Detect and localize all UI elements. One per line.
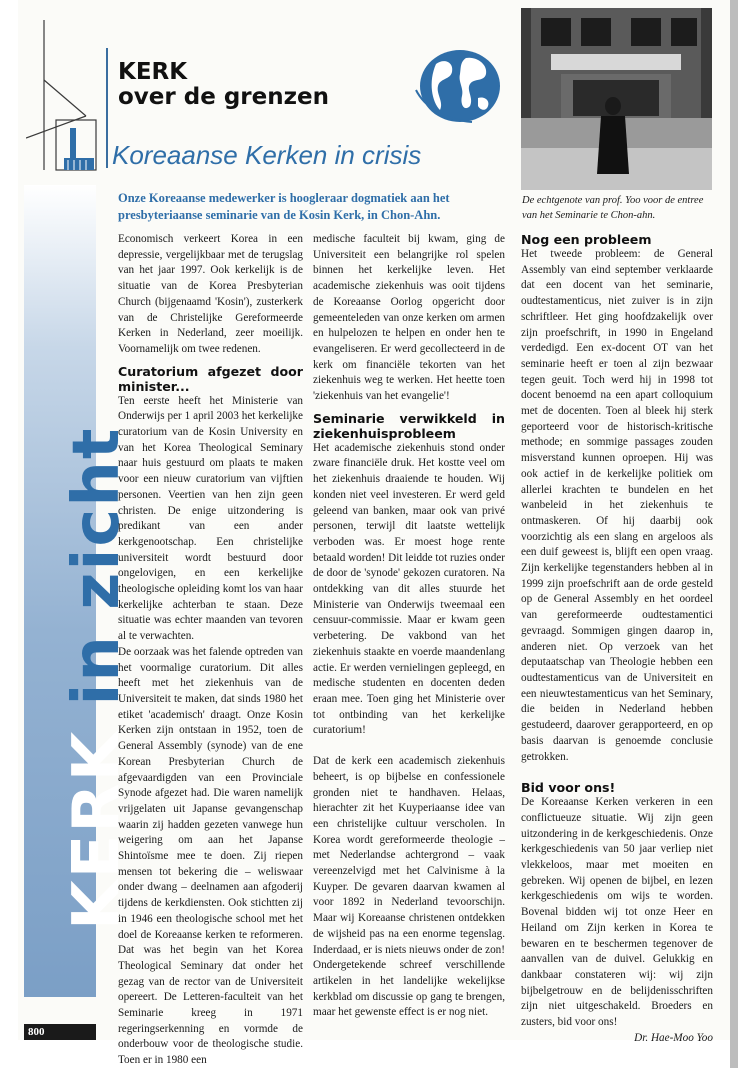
paragraph: Economisch verkeert Korea in een depressie, vergelijkbaar met de terugslag van het jaar 1997. Ook kerkelijk is de situatie van de Korea Presbyterian Church (bijgenaamd 'Kosin'), zusterkerk van de Christelijke Gereformeerde Kerken in Nederland, zeer moeilijk. Voornamelijk om twee redenen. bbox=[118, 233, 303, 355]
subheading: Nog een probleem bbox=[521, 232, 652, 247]
subheading: Curatorium afgezet door minister... bbox=[118, 363, 303, 394]
photo-caption: De echtgenote van prof. Yoo voor de entree van het Seminarie te Chon-ahn. bbox=[522, 195, 704, 221]
kicker bbox=[118, 60, 329, 110]
paragraph: Het tweede probleem: de General Assembly van eind september verklaarde dat een docent van het seminarie, oudtestamenticus, niet zuiver is in zijn schriftleer. Het ging hoofdzakelijk over zijn proefschrift, in 1990 in Engeland verdedigd. Een ex-docent OT van het seminarie heeft er toen al zijn bezwaar tegen geuit. Toch werd hij in 1998 tot docent benoemd na een apart colloquium met de docenten. Toen al bleek hij sterk geporteerd voor de historisch-kritische methode; en sommige passages zouden misverstand kunnen oproepen. Hij was ook actief in de kerkelijke politiek om allerlei krachten te bundelen en het wanbeleid in het ziekenhuis te ontmaskeren. Of hij daarbij ook voorzichtig als een slang en argeloos als een duif geweest is, blijft een open vraag. Zijn kerkelijke tegenstanders hebben al in 1999 zijn proefschrift aan de orde gesteld op de General Assembly en het oordeel van gereformeerde oudtestamentici gevraagd. Sommigen gingen daarop in, anderen niet. Op verzoek van het deputaatschap van Theologie hebben een oudtestamenticus van de Universiteit en een nieuwtestamenticus van het Seminary, die beiden in Nederland hebben gestudeerd, daarover gerapporteerd, en op basis daarvan is genoemde conclusie getrokken. bbox=[521, 248, 713, 763]
subheading: Bid voor ons! bbox=[521, 780, 616, 796]
kicker-line2: over de grenzen bbox=[118, 84, 329, 110]
church-icon bbox=[26, 20, 98, 180]
intro: Onze Koreaanse medewerker is hoogleraar dogmatiek aan het presbyteriaanse seminarie van de Kosin Kerk, in Chon-Ahn. bbox=[118, 191, 450, 222]
section-title-word2: in zicht bbox=[60, 426, 134, 706]
globe-icon bbox=[414, 46, 506, 126]
paragraph: Het academische ziekenhuis stond onder zware financiële druk. Het kostte veel om het ziekenhuis draaiende te houden. Wij konden niet veel investeren. Er werd geld geleend van banken, maar ook van privé personen, terwijl dit laatste wettelijk verboden was. Er moest hoge rente betaald worden! Dit leidde tot ruzies onder de door de 'synode' gekozen curatoren. Na ontdekking van dit alles stuurde het Ministerie van Onderwijs tweemaal een censuur-commissie. Maar er kwam geen verbetering. De vakbond van het ziekenhuis staakte en voerde maandenlang actie. Er werden vernielingen gepleegd, en medische studenten en docenten deden eraan mee. Toen ging het Ministerie over tot ontbinding van het kerkelijke curatorium! bbox=[313, 441, 505, 737]
author-signature: Dr. Hae-Moo Yoo bbox=[634, 1031, 713, 1044]
section-title-word1: KERK bbox=[60, 729, 134, 930]
photo-building bbox=[521, 8, 712, 190]
paragraph: De oorzaak was het falende optreden van het voormalige curatorium. Dit alles heeft met het ziekenhuis van de Universiteit te maken, dat sinds 1980 het etiket 'academisch' draagt. Onze Kosin Kerken zijn ontstaan in 1952, toen de General Assembly (synode) van de ene Korean Presbyterian Church de afgevaardigden van een Provinciale Synode afgezet had. Die waren namelijk vrijgelaten uit Japanse gevangenschap waarin zij hadden gezeten vanwege hun weigering om aan het Japanse Shintoïsme mee te doen. Zij riepen mensen tot bekering die – weliswaar onder dwang – deelnamen aan afgoderij tijdens de kerkdiensten. Ook stichtten zij in 1946 een theologische school met het doel de Koreaanse kerken te reformeren. Dat was het begin van het Korea Theological Seminary dat onder het gezag van de rector van de Universiteit opereert. De Letteren-faculteit van het Seminarie kreeg in 1971 regeringserkenning en vormde de onderbouw voor de theologische studie. Toen er in 1980 een bbox=[118, 645, 303, 1067]
page-edge-shadow bbox=[730, 0, 738, 1068]
paragraph: medische faculteit bij kwam, ging de Universiteit een belangrijke rol spelen binnen het kerkelijke leven. Het academische ziekenhuis was ooit tijdens de Koreaanse Oorlog opgericht door gemeenteleden van onze kerken om armen en hulpelozen te helpen en onder hen te evangeliseren. Er werd gecollecteerd in de kerk om financiële tekorten van het ziekenhuis weg te werken. Het heette toen 'ziekenhuis van het evangelie'! bbox=[313, 233, 505, 403]
subheading: Seminarie verwikkeld in ziekenhuisprobleem bbox=[313, 410, 505, 441]
article-column-3 bbox=[521, 232, 713, 1046]
paragraph: Ten eerste heeft het Ministerie van Onderwijs per 1 april 2003 het kerkelijke curatorium van de Kosin University en van het Korea Theological Seminary naar huis gestuurd om plaats te maken voor een nieuw curatorium van vijftien personen. Veertien van hen zijn geen christen. De enige uitzondering is predikant van een ander kerkgenootschap. Een christelijke universiteit wordt bestuurd door ongelovigen, en een kerkelijke theologische opleiding komt los van haar kerkelijke achterban te staan. Deze situatie was echter maanden van tevoren al te verwachten. bbox=[118, 394, 303, 643]
page-number: 800 bbox=[24, 1024, 96, 1040]
headline: Koreaanse Kerken in crisis bbox=[112, 140, 422, 170]
kicker-line1: KERK bbox=[118, 59, 188, 85]
article-column-1 bbox=[118, 232, 303, 1069]
paragraph: Dat de kerk een academisch ziekenhuis beheert, is op bijbelse en confessionele gronden niet te handhaven. Helaas, hierachter zit het Kuyperiaanse idee van een christelijke cultuur verscholen. In Korea wordt gereformeerde theologie – met Nederlandse achtergrond – vaak vereenzelvigd met het Calvinisme à la Kuyper. De gevaren daarvan kwamen al voor 1892 in Nederland tevoorschijn. Maar wij Koreaanse christenen ontdekken de wijsheid pas na een enorme tegenslag. Inderdaad, er is niets nieuws onder de zon! Ondergetekende schreef verschillende artikelen in het landelijke wekelijkse kerkblad om discussie op gang te brengen, maar het gewenste effect is er nog niet. bbox=[313, 755, 505, 1019]
paragraph: De Koreaanse Kerken verkeren in een conflictueuze situatie. Wij zijn geen uitzondering in de kerkgeschiedenis. Onze kerkgeschiedenis van 50 jaar verliep niet vlekkeloos, maar met moeiten en gebreken. Wij openen de bijbel, en lezen kerkgeschiedenis om wijs te worden. Bovenal bidden wij tot onze Heer en Heiland om Zijn kerken in Korea te bewaren en te beschermen tegenover de aanvallen van de duivel. Gelukkig en dankbaar constateren wij: wij zijn bijbelgetrouw en de belijdenisschriften zijn niet uitgeschakeld. Broeders en zusters, bid voor ons! bbox=[521, 796, 713, 1029]
header-rule bbox=[106, 48, 108, 168]
article-column-2 bbox=[313, 232, 505, 1021]
photo bbox=[521, 8, 712, 190]
